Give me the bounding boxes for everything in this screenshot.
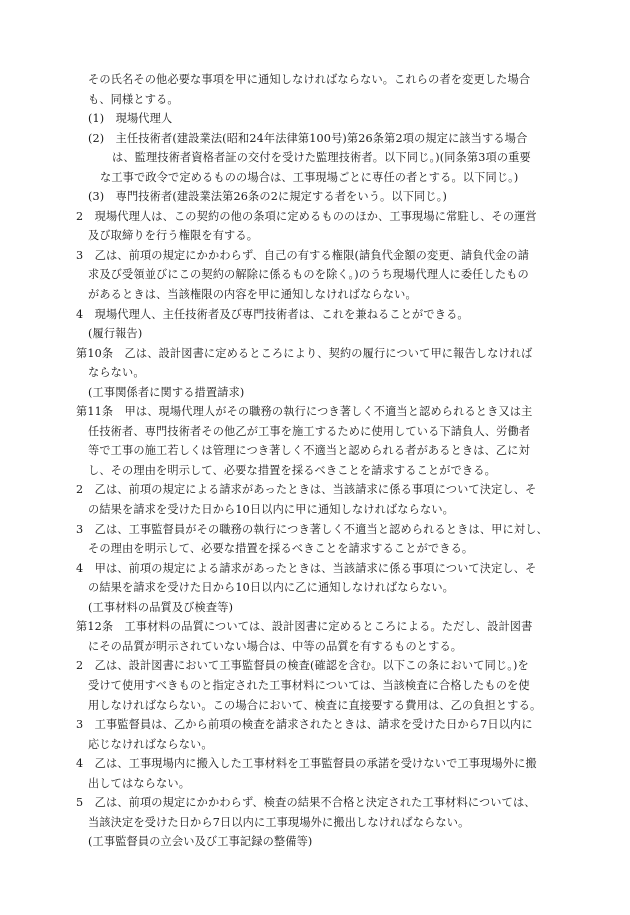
text-line: (工事監督員の立会い及び工事記録の整備等): [88, 835, 313, 849]
text-line: し、その理由を明示して、必要な措置を採るべきことを請求することができる。: [88, 463, 496, 477]
text-line: (1) 現場代理人: [88, 112, 173, 126]
text-line: 5 乙は、前項の規定にかかわらず、検査の結果不合格と決定された工事材料については、: [76, 796, 536, 810]
text-line: 3 乙は、工事監督員がその職務の執行につき著しく不適当と認められるときは、甲に対し、: [76, 522, 548, 536]
text-line: 第11条 甲は、現場代理人がその職務の執行につき著しく不適当と認められるとき又は主: [76, 405, 533, 419]
text-line: 応じなければならない。: [88, 737, 213, 751]
text-line: 4 乙は、工事現場内に搬入した工事材料を工事監督員の承諾を受けないで工事現場外に搬: [76, 757, 537, 771]
text-line: の結果を請求を受けた日から10日以内に乙に通知しなければならない。: [88, 581, 454, 595]
text-line: 4 現場代理人、主任技術者及び専門技術者は、これを兼ねることができる。: [76, 307, 469, 321]
text-line: の結果を請求を受けた日から10日以内に甲に通知しなければならない。: [88, 503, 454, 517]
text-line: 任技術者、専門技術者その他乙が工事を施工するために使用している下請負人、労働者: [88, 424, 531, 438]
text-line: にその品質が明示されていない場合は、中等の品質を有するものとする。: [88, 639, 463, 653]
text-line: 2 現場代理人は、この契約の他の条項に定めるもののほか、工事現場に常駐し、その運営: [76, 209, 537, 223]
text-line: 4 甲は、前項の規定による請求があったときは、当該請求に係る事項について決定し、そ: [76, 561, 537, 575]
text-line: その理由を明示して、必要な措置を採るべきことを請求することができる。: [88, 542, 474, 556]
text-line: 第12条 工事材料の品質については、設計図書に定めるところによる。ただし、設計図書: [76, 620, 533, 634]
text-line: (3) 専門技術者(建設業法第26条の2に規定する者をいう。以下同じ。): [88, 190, 447, 204]
text-line: ならない。: [88, 366, 145, 380]
text-line: 出してはならない。: [88, 776, 191, 790]
text-line: 2 乙は、前項の規定による請求があったときは、当該請求に係る事項について決定し、そ: [76, 483, 537, 497]
text-line: 第10条 乙は、設計図書に定めるところにより、契約の履行について甲に報告しなければ: [76, 346, 533, 360]
contract-text-body: [76, 70, 561, 852]
text-line: (工事関係者に関する措置請求): [88, 385, 245, 399]
text-line: な工事で政令で定めるものの場合は、工事現場ごとに専任の者とする。以下同じ。): [100, 170, 519, 184]
text-line: があるときは、当該権限の内容を甲に通知しなければならない。: [88, 288, 417, 302]
text-line: 受けて使用すべきものと指定された工事材料については、当該検査に合格したものを使: [88, 678, 530, 692]
text-line: 求及び受領並びにこの契約の解除に係るものを除く。)のうち現場代理人に委任したもの: [88, 268, 529, 282]
text-line: その氏名その他必要な事項を甲に通知しなければならない。これらの者を変更した場合: [88, 73, 531, 86]
text-line: 等で工事の施工若しくは管理につき著しく不適当と認められる者があるときは、乙に対: [88, 444, 530, 458]
text-line: 当該決定を受けた日から7日以内に工事現場外に搬出しなければならない。: [88, 815, 470, 829]
text-line: は、監理技術者資格者証の交付を受けた監理技術者。以下同じ。)(同条第3項の重要: [112, 151, 531, 165]
text-line: も、同様とする。: [88, 92, 179, 106]
text-line: 3 工事監督員は、乙から前項の検査を請求されたときは、請求を受けた日から7日以内に: [76, 718, 533, 732]
text-line: (履行報告): [88, 327, 143, 341]
text-line: (工事材料の品質及び検査等): [88, 600, 234, 614]
text-line: 2 乙は、設計図書において工事監督員の検査(確認を含む。以下この条において同じ。)を: [76, 659, 529, 673]
text-line: 用しなければならない。この場合において、検査に直接要する費用は、乙の負担とする。: [88, 698, 542, 712]
text-line: (2) 主任技術者(建設業法(昭和24年法律第100号)第26条第2項の規定に該当する場合: [88, 131, 528, 145]
text-line: 及び取締りを行う権限を有する。: [88, 229, 259, 243]
text-line: 3 乙は、前項の規定にかかわらず、自己の有する権限(請負代金額の変更、請負代金の請: [76, 248, 530, 262]
